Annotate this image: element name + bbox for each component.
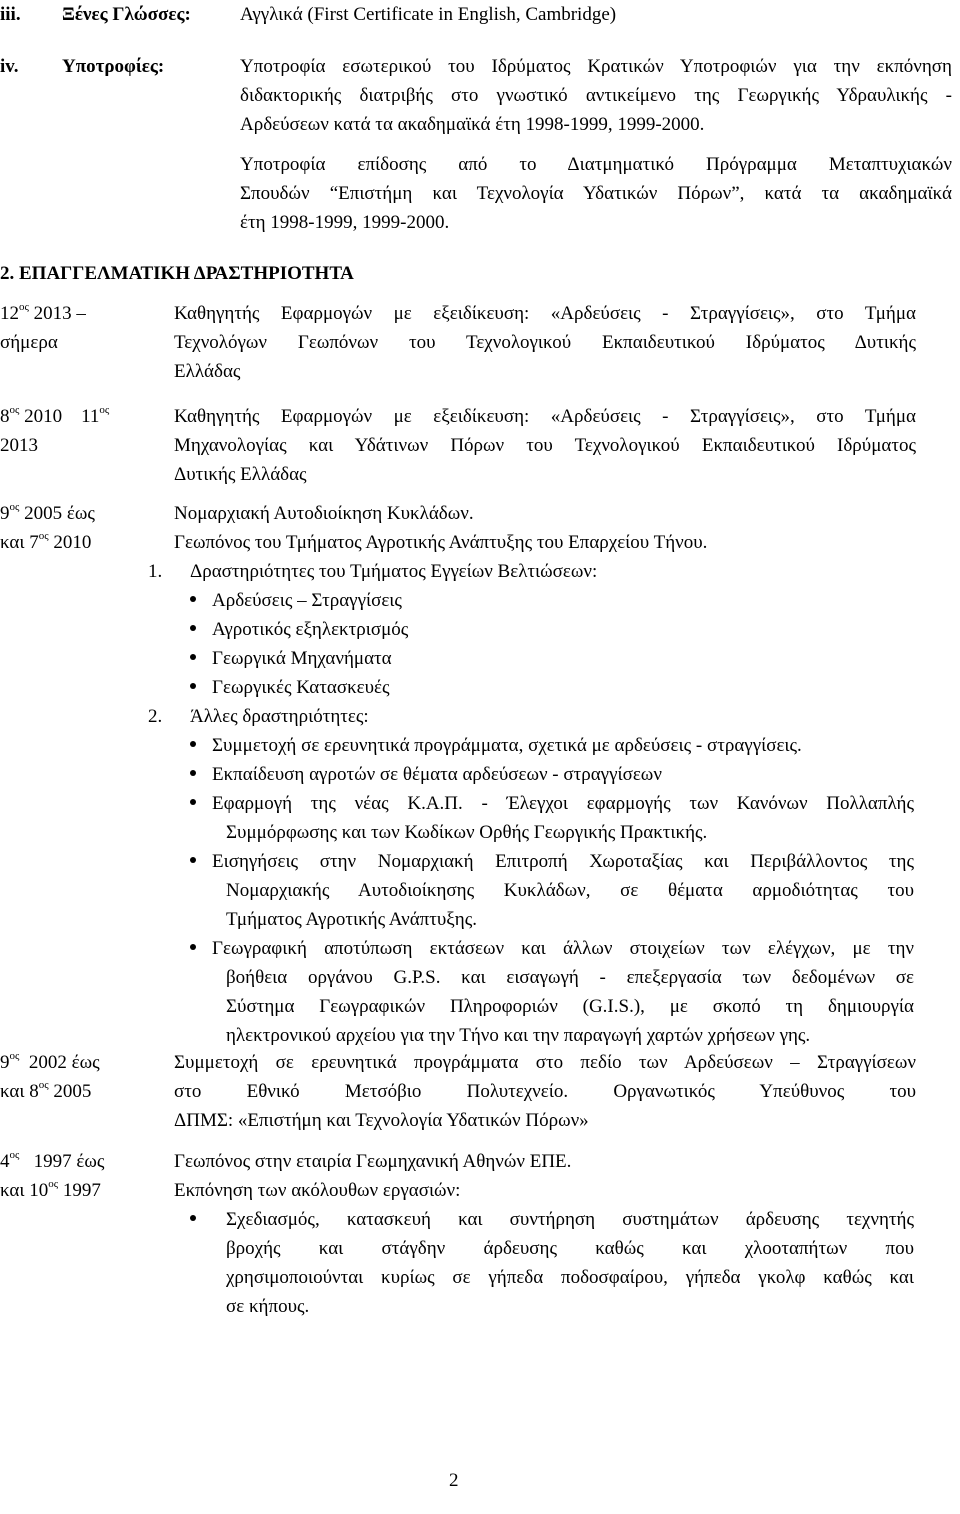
- date-part: 1997: [62, 1180, 101, 1201]
- languages-value: Αγγλικά (First Certificate in English, Cambridge): [240, 4, 617, 25]
- date-part: και 8: [0, 1081, 39, 1102]
- scholarship-paragraph-2: [240, 150, 952, 237]
- scholarship-paragraph-1: [240, 52, 952, 139]
- text-line: Καθηγητής Εφαρμογών με εξειδίκευση: «Αρδεύσεις - Στραγγίσεις», στο Τμήμα: [174, 303, 916, 324]
- date-part: και 10: [0, 1180, 49, 1201]
- item-iii-number: iii.: [0, 4, 21, 25]
- ordinal: ος: [9, 1050, 20, 1062]
- text-line: ηλεκτρονικού αρχείου για την Τήνο και την παραγωγή χαρτών χρήσεων γης.: [226, 1025, 811, 1046]
- item-iv-number: iv.: [0, 56, 19, 77]
- entry-3-employer: Νομαρχιακή Αυτοδιοίκηση Κυκλάδων.: [174, 503, 474, 524]
- entry-2-date-start: [0, 402, 109, 431]
- date-part: 8: [0, 406, 10, 427]
- text-line: Εφαρμογή της νέας Κ.Α.Π. - Έλεγχοι εφαρμογής των Κανόνων Πολλαπλής: [212, 793, 914, 814]
- date-part: 2010: [53, 532, 92, 553]
- text-line: έτη 1998-1999, 1999-2000.: [240, 212, 450, 233]
- text-line: Συμμόρφωσης και των Κωδίκων Ορθής Γεωργικής Πρακτικής.: [226, 822, 708, 843]
- entry-1-date-end: σήμερα: [0, 332, 58, 353]
- list-heading-1: Δραστηριότητες του Τμήματος Εγγείων Βελτιώσεων:: [190, 561, 598, 582]
- text-line: βροχής και στάγδην άρδευσης καθώς και χλοοταπήτων που: [226, 1238, 914, 1259]
- entry-5-tasks-heading: Εκπόνηση των ακόλουθων εργασιών:: [174, 1180, 461, 1201]
- text-line: Εισηγήσεις στην Νομαρχιακή Επιτροπή Χωροταξίας και Περιβάλλοντος της: [212, 851, 914, 872]
- text-line: Μηχανολογίας και Υδάτινων Πόρων του Τεχνολογικού Εκπαιδευτικού Ιδρύματος: [174, 435, 916, 456]
- ordinal: ος: [9, 1149, 20, 1161]
- date-part: 2005: [53, 1081, 92, 1102]
- bullet-dot: [190, 741, 196, 747]
- ordinal: ος: [99, 404, 110, 416]
- list-heading-2: Άλλες δραστηριότητες:: [190, 706, 369, 727]
- entry-3-date-end: [0, 528, 91, 557]
- bullet-item: [212, 789, 914, 847]
- bullet-item: Αρδεύσεις – Στραγγίσεις: [212, 590, 402, 611]
- bullet-item: Γεωργικά Μηχανήματα: [212, 648, 392, 669]
- scholarships-label: Υποτροφίες:: [62, 56, 165, 77]
- entry-5-employer: Γεωπόνος στην εταιρία Γεωμηχανική Αθηνών ΕΠΕ.: [174, 1151, 572, 1172]
- date-part: 2013 –: [33, 303, 86, 324]
- bullet-item: [226, 1205, 914, 1321]
- bullet-dot: [190, 654, 196, 660]
- date-part: 1997 έως: [33, 1151, 105, 1172]
- entry-4-description: [174, 1048, 916, 1135]
- list-number-1: 1.: [148, 561, 163, 582]
- entry-5-date-end: [0, 1176, 101, 1205]
- text-line: Τμήματος Αγροτικής Ανάπτυξης.: [226, 909, 477, 930]
- bullet-dot: [190, 1215, 196, 1221]
- text-line: Τεχνολόγων Γεωπόνων του Τεχνολογικού Εκπαιδευτικού Ιδρύματος Δυτικής: [174, 332, 916, 353]
- text-line: Νομαρχιακής Αυτοδιοίκησης Κυκλάδων, σε θέματα αρμοδιότητας του: [226, 880, 914, 901]
- bullet-item: Συμμετοχή σε ερευνητικά προγράμματα, σχετικά με αρδεύσεις - στραγγίσεις.: [212, 735, 802, 756]
- date-part: και 7: [0, 532, 39, 553]
- entry-4-date-start: [0, 1048, 100, 1077]
- text-line: διδακτορικής διατριβής στο γνωστικό αντικείμενο της Γεωργικής Υδραυλικής -: [240, 85, 952, 106]
- entry-2-date-end: 2013: [0, 435, 38, 456]
- entry-3-position: Γεωπόνος του Τμήματος Αγροτικής Ανάπτυξης του Επαρχείου Τήνου.: [174, 532, 708, 553]
- text-line: βοήθεια οργάνου G.P.S. και εισαγωγή - επεξεργασία των δεδομένων σε: [226, 967, 914, 988]
- date-part: 2010: [24, 406, 63, 427]
- ordinal: ος: [9, 404, 20, 416]
- text-line: Δυτικής Ελλάδας: [174, 464, 307, 485]
- date-part: 11: [81, 406, 100, 427]
- date-part: 9: [0, 1052, 10, 1073]
- entry-1-description: [174, 299, 916, 386]
- date-part: 2005 έως: [24, 503, 95, 524]
- bullet-dot: [190, 944, 196, 950]
- bullet-dot: [190, 625, 196, 631]
- bullet-item: [212, 934, 914, 1050]
- page-number: 2: [449, 1470, 459, 1491]
- text-line: Σχεδιασμός, κατασκευή και συντήρηση συστημάτων άρδευσης τεχνητής: [226, 1209, 914, 1230]
- entry-3-date-start: [0, 499, 95, 528]
- entry-2-description: [174, 402, 916, 489]
- date-part: 2002 έως: [28, 1052, 100, 1073]
- text-line: χρησιμοποιούνται κυρίως σε γήπεδα ποδοσφαίρου, γήπεδα γκολφ καθώς και: [226, 1267, 914, 1288]
- entry-4-date-end: [0, 1077, 91, 1106]
- entry-1-date-start: [0, 299, 86, 328]
- entry-5-date-start: [0, 1147, 104, 1176]
- ordinal: ος: [48, 1178, 59, 1190]
- bullet-dot: [190, 770, 196, 776]
- ordinal: ος: [38, 1079, 49, 1091]
- text-line: Συμμετοχή σε ερευνητικά προγράμματα στο πεδίο των Αρδεύσεων – Στραγγίσεων: [174, 1052, 916, 1073]
- date-part: 12: [0, 303, 19, 324]
- text-line: Σπουδών “Επιστήμη και Τεχνολογία Υδατικών Πόρων”, κατά τα ακαδημαϊκά: [240, 183, 952, 204]
- bullet-dot: [190, 857, 196, 863]
- text-line: σε κήπους.: [226, 1296, 310, 1317]
- languages-label: Ξένες Γλώσσες:: [62, 4, 191, 25]
- bullet-item: Γεωργικές Κατασκευές: [212, 677, 390, 698]
- text-line: Ελλάδας: [174, 361, 241, 382]
- text-line: ΔΠΜΣ: «Επιστήμη και Τεχνολογία Υδατικών Πόρων»: [174, 1110, 589, 1131]
- text-line: Υποτροφία επίδοσης από το Διατμηματικό Πρόγραμμα Μεταπτυχιακών: [240, 154, 952, 175]
- text-line: Καθηγητής Εφαρμογών με εξειδίκευση: «Αρδεύσεις - Στραγγίσεις», στο Τμήμα: [174, 406, 916, 427]
- ordinal: ος: [9, 501, 20, 513]
- date-part: 9: [0, 503, 10, 524]
- bullet-item: Αγροτικός εξηλεκτρισμός: [212, 619, 409, 640]
- text-line: στο Εθνικό Μετσόβιο Πολυτεχνείο. Οργανωτικός Υπεύθυνος του: [174, 1081, 916, 1102]
- bullet-dot: [190, 799, 196, 805]
- text-line: Αρδεύσεων κατά τα ακαδημαϊκά έτη 1998-1999, 1999-2000.: [240, 114, 705, 135]
- list-number-2: 2.: [148, 706, 163, 727]
- section-heading: 2. ΕΠΑΓΓΕΛΜΑΤΙΚΗ ΔΡΑΣΤΗΡΙΟΤΗΤΑ: [0, 263, 354, 284]
- text-line: Υποτροφία εσωτερικού του Ιδρύματος Κρατικών Υποτροφιών για την εκπόνηση: [240, 56, 952, 77]
- bullet-item: Εκπαίδευση αγροτών σε θέματα αρδεύσεων - στραγγίσεων: [212, 764, 662, 785]
- text-line: Σύστημα Γεωγραφικών Πληροφοριών (G.I.S.), με σκοπό τη δημιουργία: [226, 996, 914, 1017]
- bullet-dot: [190, 683, 196, 689]
- ordinal: ος: [19, 301, 29, 313]
- bullet-dot: [190, 596, 196, 602]
- ordinal: ος: [38, 530, 49, 542]
- text-line: Γεωγραφική αποτύπωση εκτάσεων και άλλων στοιχείων των ελέγχων, με την: [212, 938, 914, 959]
- date-part: 4: [0, 1151, 10, 1172]
- bullet-item: [212, 847, 914, 934]
